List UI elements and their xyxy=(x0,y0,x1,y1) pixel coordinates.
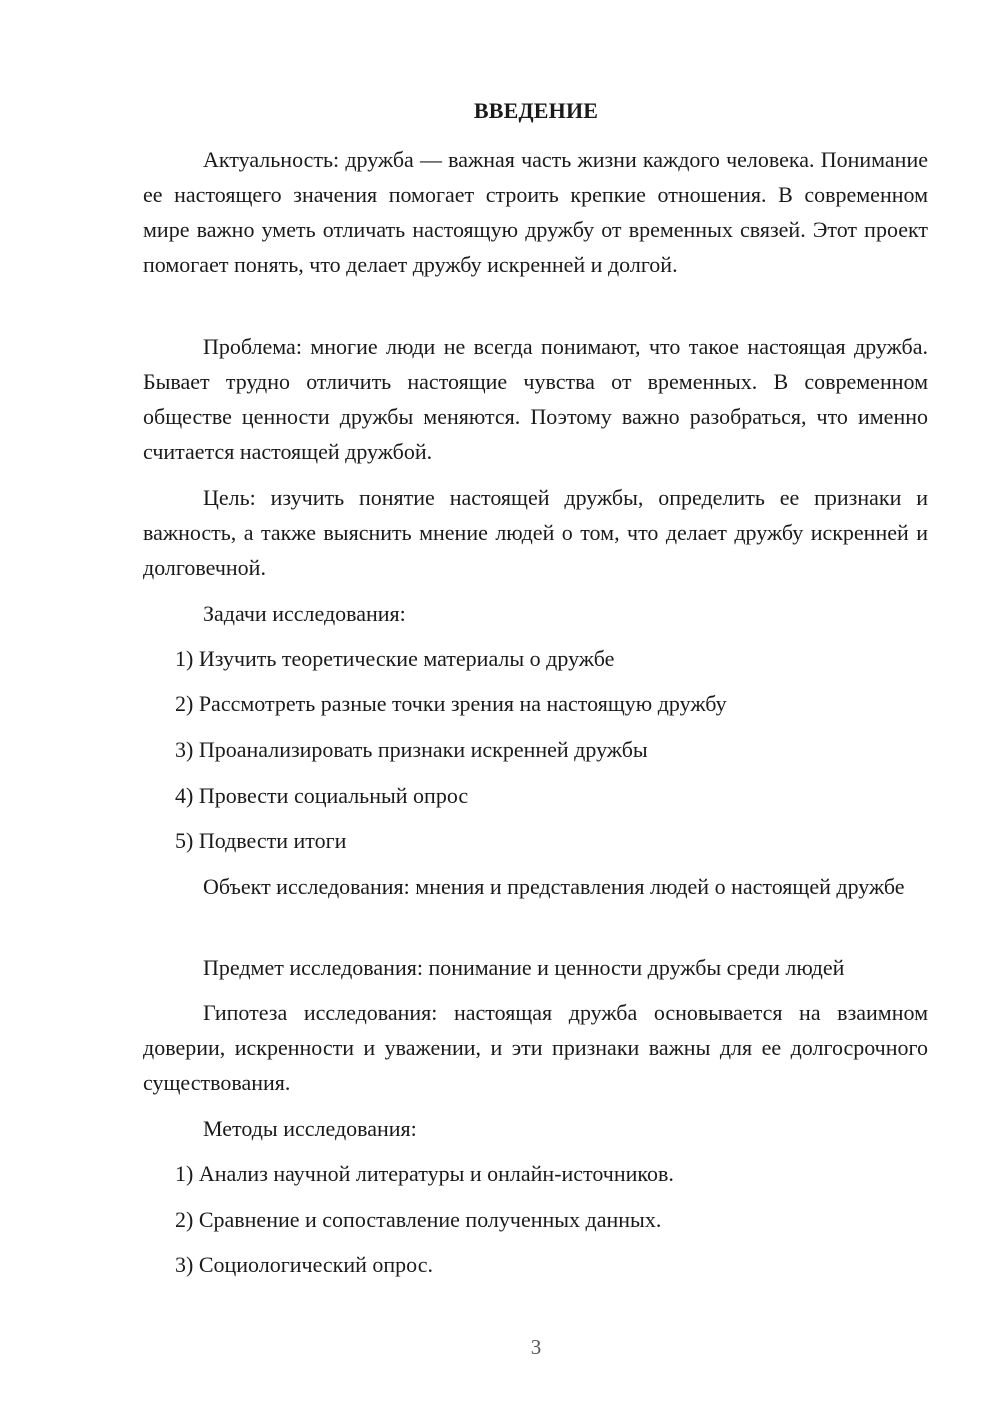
method-item-1: 1) Анализ научной литературы и онлайн-источников. xyxy=(175,1161,674,1186)
task-item-3: 3) Проанализировать признаки искренней дружбы xyxy=(175,737,648,762)
subject-paragraph: Предмет исследования: понимание и ценности дружбы среди людей xyxy=(203,955,845,980)
section-title: ВВЕДЕНИЕ xyxy=(473,98,599,123)
hypothesis-paragraph: Гипотеза исследования: настоящая дружба основывается на взаимном доверии, искренности и уважении, и эти признаки важны для ее долгосрочного существования. xyxy=(143,1000,928,1095)
task-item-2: 2) Рассмотреть разные точки зрения на настоящую дружбу xyxy=(175,691,727,716)
page-number: 3 xyxy=(530,1335,542,1359)
task-item-1: 1) Изучить теоретические материалы о дружбе xyxy=(175,646,615,671)
method-item-2: 2) Сравнение и сопоставление полученных данных. xyxy=(175,1207,662,1232)
tasks-heading: Задачи исследования: xyxy=(203,601,406,626)
methods-heading: Методы исследования: xyxy=(203,1116,417,1141)
task-item-4: 4) Провести социальный опрос xyxy=(175,783,469,808)
object-paragraph: Объект исследования: мнения и представления людей о настоящей дружбе xyxy=(203,874,905,899)
relevance-paragraph: Актуальность: дружба — важная часть жизни каждого человека. Понимание ее настоящего значения помогает строить крепкие отношения. В современном мире важно уметь отличать настоящую дружбу от временных связей. Этот проект помогает понять, что делает дружбу искренней и долгой. xyxy=(143,147,928,277)
task-item-5: 5) Подвести итоги xyxy=(175,828,347,853)
problem-paragraph: Проблема: многие люди не всегда понимают, что такое настоящая дружба. Бывает трудно отличить настоящие чувства от временных. В современном обществе ценности дружбы меняются. Поэтому важно разобраться, что именно считается настоящей дружбой. xyxy=(143,334,928,464)
method-item-3: 3) Социологический опрос. xyxy=(175,1252,433,1277)
goal-paragraph: Цель: изучить понятие настоящей дружбы, определить ее признаки и важность, а также выяснить мнение людей о том, что делает дружбу искренней и долговечной. xyxy=(143,485,928,580)
